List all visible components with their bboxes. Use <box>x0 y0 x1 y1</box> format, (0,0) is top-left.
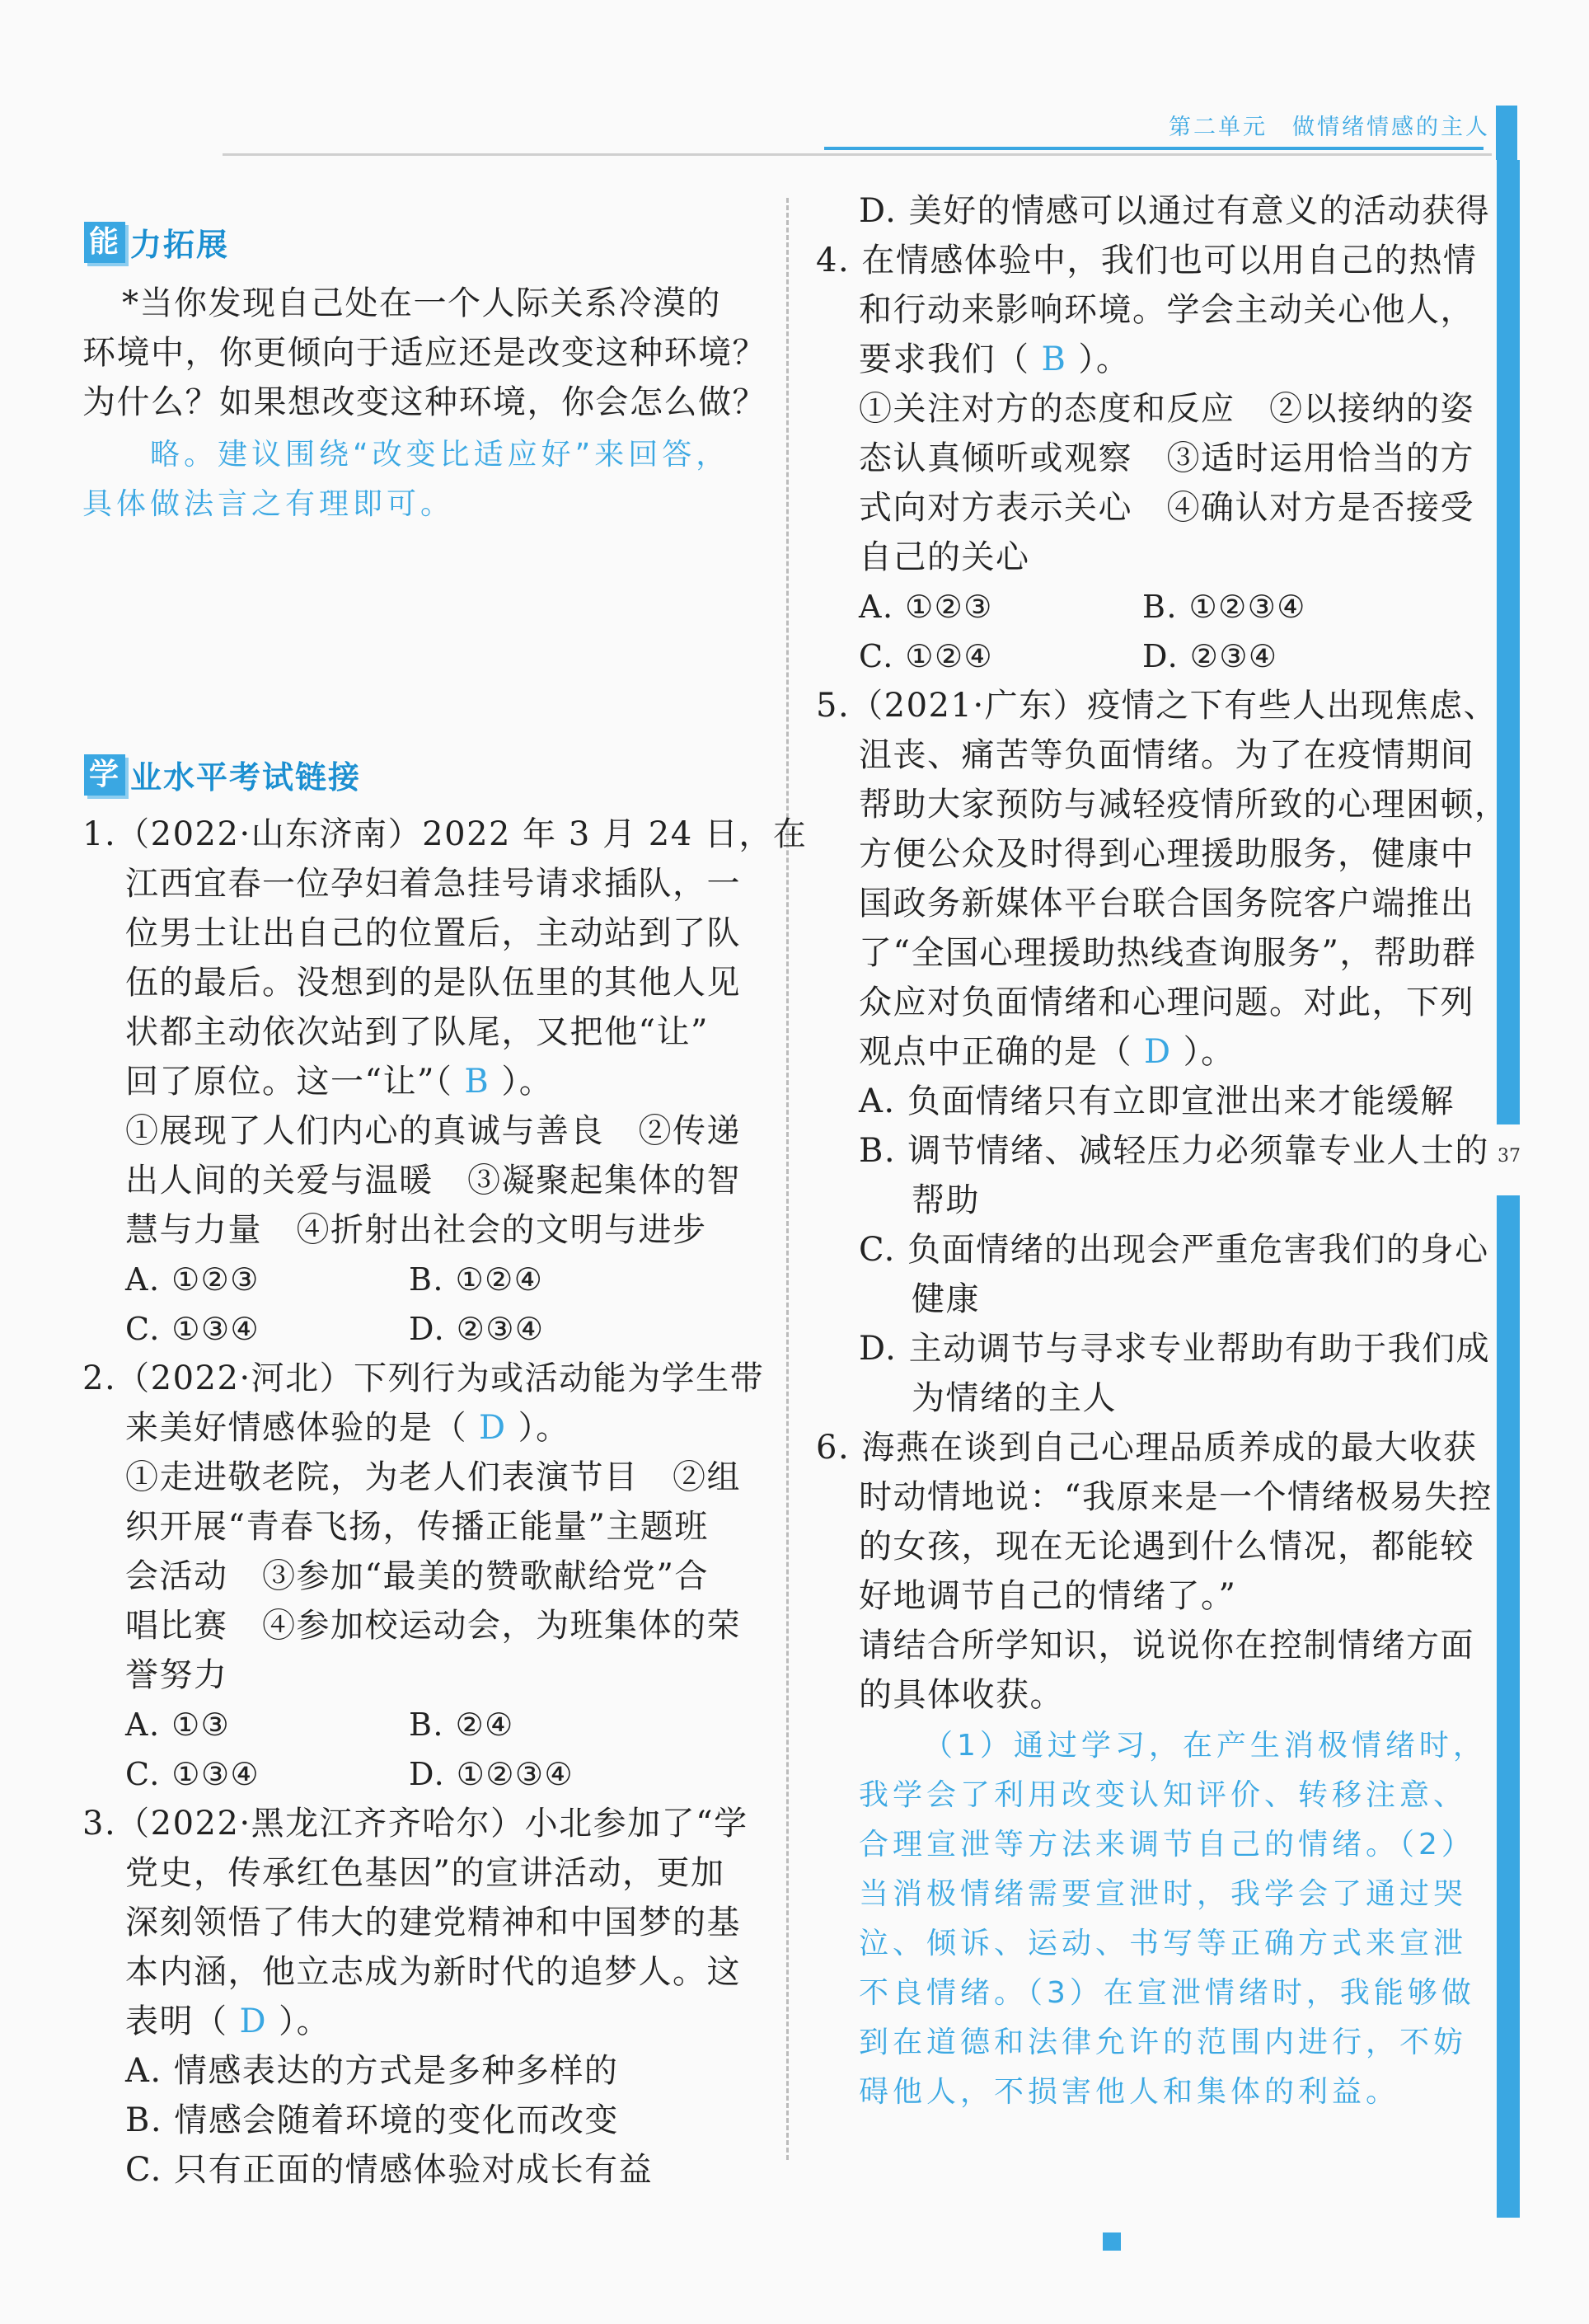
option-d: D. ②③④ <box>409 1311 545 1347</box>
option-c: C. ①③④ <box>125 1756 260 1792</box>
header-accent-rule <box>824 147 1484 150</box>
question-5-text: 沮丧、痛苦等负面情绪。为了在疫情期间 <box>859 736 1474 774</box>
stem-text: 回了原位。这一“让”（ <box>125 1063 453 1101</box>
question-1-text: 江西宜春一位孕妇着急挂号请求插队，一 <box>125 865 741 903</box>
option-a: A. 负面情绪只有立即宣泄出来才能缓解 <box>859 1082 1455 1120</box>
answer-mark: B <box>1041 340 1067 378</box>
option-c: C. 负面情绪的出现会严重危害我们的身心 <box>859 1231 1489 1269</box>
handwritten-answer: 到在道德和法律允许的范围内进行，不妨 <box>859 2026 1468 2059</box>
bottom-marker <box>1103 2232 1121 2251</box>
option-a: A. ①②③ <box>125 1261 260 1298</box>
stem-text: 来美好情感体验的是（ <box>125 1409 467 1447</box>
question-1-item: ①展现了人们内心的真诚与善良 ②传递 <box>125 1112 741 1150</box>
question-2-item: ①走进敬老院，为老人们表演节目 ②组 <box>125 1458 741 1496</box>
option-b-cont: 帮助 <box>912 1181 980 1219</box>
option-d: D. 主动调节与寻求专业帮助有助于我们成 <box>859 1330 1491 1368</box>
question-1-text: 1.（2022·山东济南）2022 年 3 月 24 日，在 <box>82 815 808 853</box>
page-number: 37 <box>1498 1146 1521 1167</box>
question-1-item: 出人间的关爱与温暖 ③凝聚起集体的智 <box>125 1162 741 1200</box>
question-2-text: 2.（2022·河北）下列行为或活动能为学生带 <box>82 1359 765 1397</box>
question-2-item: 唱比赛 ④参加校运动会，为班集体的荣 <box>125 1607 741 1645</box>
question-4-text: 4. 在情感体验中，我们也可以用自己的热情 <box>816 242 1478 279</box>
question-3-text: 深刻领悟了伟大的建党精神和中国梦的基 <box>125 1904 741 1941</box>
question-5-text: 帮助大家预防与减轻疫情所致的心理困顿， <box>859 786 1509 824</box>
question-6-text: 时动情地说：“我原来是一个情绪极易失控 <box>859 1478 1493 1516</box>
header-tab-marker <box>1496 106 1517 160</box>
question-3-text: 党史，传承红色基因”的宣讲活动，更加 <box>125 1854 725 1892</box>
question-6-text: 的女孩，现在无论遇到什么情况，都能较 <box>859 1528 1474 1566</box>
question-2-stem-end <box>125 1403 570 1453</box>
option-c: C. ①②④ <box>859 638 994 674</box>
unit-title: 第二单元 做情绪情感的主人 <box>1169 115 1490 140</box>
question-5-text: 众应对负面情绪和心理问题。对此，下列 <box>859 984 1474 1021</box>
question-6-text: 的具体收获。 <box>859 1676 1064 1714</box>
answer-mark: D <box>239 2002 268 2040</box>
question-2-item: 誉努力 <box>125 1656 228 1694</box>
question-3-stem-end <box>125 1997 330 2046</box>
section-heading-exam <box>84 752 361 797</box>
question-4-item: 式向对方表示关心 ④确认对方是否接受 <box>859 489 1474 527</box>
handwritten-answer: 合理宣泄等方法来调节自己的情绪。（2） <box>859 1828 1475 1862</box>
handwritten-answer: 略。建议围绕“改变比适应好”来回答， <box>150 438 730 472</box>
option-d: D. 美好的情感可以通过有意义的活动获得 <box>859 192 1491 230</box>
question-5-text: 方便公众及时得到心理援助服务，健康中 <box>859 835 1474 873</box>
answer-mark: B <box>464 1063 490 1101</box>
handwritten-answer: 泣、倾诉、运动、书写等正确方式来宣泄 <box>859 1927 1468 1960</box>
section-title: 力拓展 <box>130 227 230 263</box>
question-4-text: 和行动来影响环境。学会主动关心他人， <box>859 291 1474 329</box>
question-3-text: 本内涵，他立志成为新时代的追梦人。这 <box>125 1953 741 1991</box>
question-6-text: 6. 海燕在谈到自己心理品质养成的最大收获 <box>816 1429 1478 1467</box>
option-b: B. ①②③④ <box>1142 589 1306 625</box>
question-4-item: ①关注对方的态度和反应 ②以接纳的姿 <box>859 390 1474 428</box>
question-5-stem-end <box>859 1027 1235 1077</box>
option-c: C. ①③④ <box>125 1311 260 1347</box>
stem-text: 要求我们（ <box>859 340 1030 378</box>
option-b: B. 情感会随着环境的变化而改变 <box>125 2101 619 2139</box>
question-4-stem-end <box>859 335 1130 384</box>
stem-text: ）。 <box>518 1409 570 1447</box>
question-6-text: 好地调节自己的情绪了。” <box>859 1577 1237 1615</box>
option-b: B. ①②④ <box>409 1261 544 1298</box>
stem-text: 表明（ <box>125 2002 228 2040</box>
column-divider <box>786 198 789 2160</box>
question-2-item: 会活动 ③参加“最美的赞歌献给党”合 <box>125 1557 709 1595</box>
handwritten-answer: 我学会了利用改变认知评价、转移注意、 <box>859 1778 1468 1812</box>
answer-mark: D <box>479 1409 507 1447</box>
question-6-text: 请结合所学知识，说说你在控制情绪方面 <box>859 1627 1474 1664</box>
section-badge: 学 <box>84 754 125 796</box>
option-a: A. ①②③ <box>859 589 993 625</box>
option-b: B. ②④ <box>409 1707 514 1743</box>
question-text: 环境中，你更倾向于适应还是改变这种环境？ <box>82 334 766 372</box>
section-heading-ability <box>84 219 229 265</box>
handwritten-answer: 具体做法言之有理即可。 <box>82 487 455 521</box>
question-1-stem-end <box>125 1057 553 1106</box>
header-rule <box>223 153 1492 156</box>
question-1-text: 位男士让出自己的位置后，主动站到了队 <box>125 914 741 952</box>
answer-mark: D <box>1144 1033 1172 1071</box>
question-5-text: 5.（2021·广东）疫情之下有些人出现焦虑、 <box>816 687 1498 725</box>
stem-text: ）。 <box>1183 1033 1235 1071</box>
handwritten-answer: 不良情绪。（3）在宣泄情绪时，我能够做 <box>859 1976 1475 2010</box>
option-d-cont: 为情绪的主人 <box>912 1379 1117 1417</box>
stem-text: ）。 <box>1078 340 1131 378</box>
option-d: D. ①②③④ <box>409 1756 574 1792</box>
handwritten-answer: 碍他人，不损害他人和集体的利益。 <box>859 2075 1400 2109</box>
question-4-item: 态认真倾听或观察 ③适时运用恰当的方 <box>859 439 1474 477</box>
handwritten-answer: （1）通过学习，在产生消极情绪时， <box>923 1729 1487 1763</box>
section-badge: 能 <box>84 222 125 263</box>
option-c: C. 只有正面的情感体验对成长有益 <box>125 2151 654 2189</box>
question-text: *当你发现自己处在一个人际关系冷漠的 <box>122 284 721 322</box>
question-5-text: 国政务新媒体平台联合国务院客户端推出 <box>859 885 1474 923</box>
handwritten-answer: 当消极情绪需要宣泄时，我学会了通过哭 <box>859 1877 1468 1911</box>
option-d: D. ②③④ <box>1142 638 1278 674</box>
question-2-item: 织开展“青春飞扬，传播正能量”主题班 <box>125 1508 709 1546</box>
question-4-item: 自己的关心 <box>859 538 1030 576</box>
option-a: A. ①③ <box>125 1707 231 1743</box>
question-1-item: 慧与力量 ④折射出社会的文明与进步 <box>125 1211 707 1249</box>
question-text: 为什么？如果想改变这种环境，你会怎么做？ <box>82 383 766 421</box>
option-b: B. 调节情绪、减轻压力必须靠专业人士的 <box>859 1132 1489 1170</box>
side-bar-top <box>1497 160 1520 1124</box>
stem-text: ）。 <box>501 1063 554 1101</box>
question-1-text: 状都主动依次站到了队尾，又把他“让” <box>125 1013 709 1051</box>
option-c-cont: 健康 <box>912 1280 980 1318</box>
option-a: A. 情感表达的方式是多种多样的 <box>125 2052 619 2090</box>
side-bar-bottom <box>1497 1195 1520 2218</box>
section-title: 业水平考试链接 <box>130 759 362 796</box>
question-3-text: 3.（2022·黑龙江齐齐哈尔）小北参加了“学 <box>82 1805 748 1843</box>
stem-text: ）。 <box>279 2002 331 2040</box>
question-1-text: 伍的最后。没想到的是队伍里的其他人见 <box>125 964 741 1002</box>
stem-text: 观点中正确的是（ <box>859 1033 1132 1071</box>
question-5-text: 了“全国心理援助热线查询服务”，帮助群 <box>859 934 1477 972</box>
